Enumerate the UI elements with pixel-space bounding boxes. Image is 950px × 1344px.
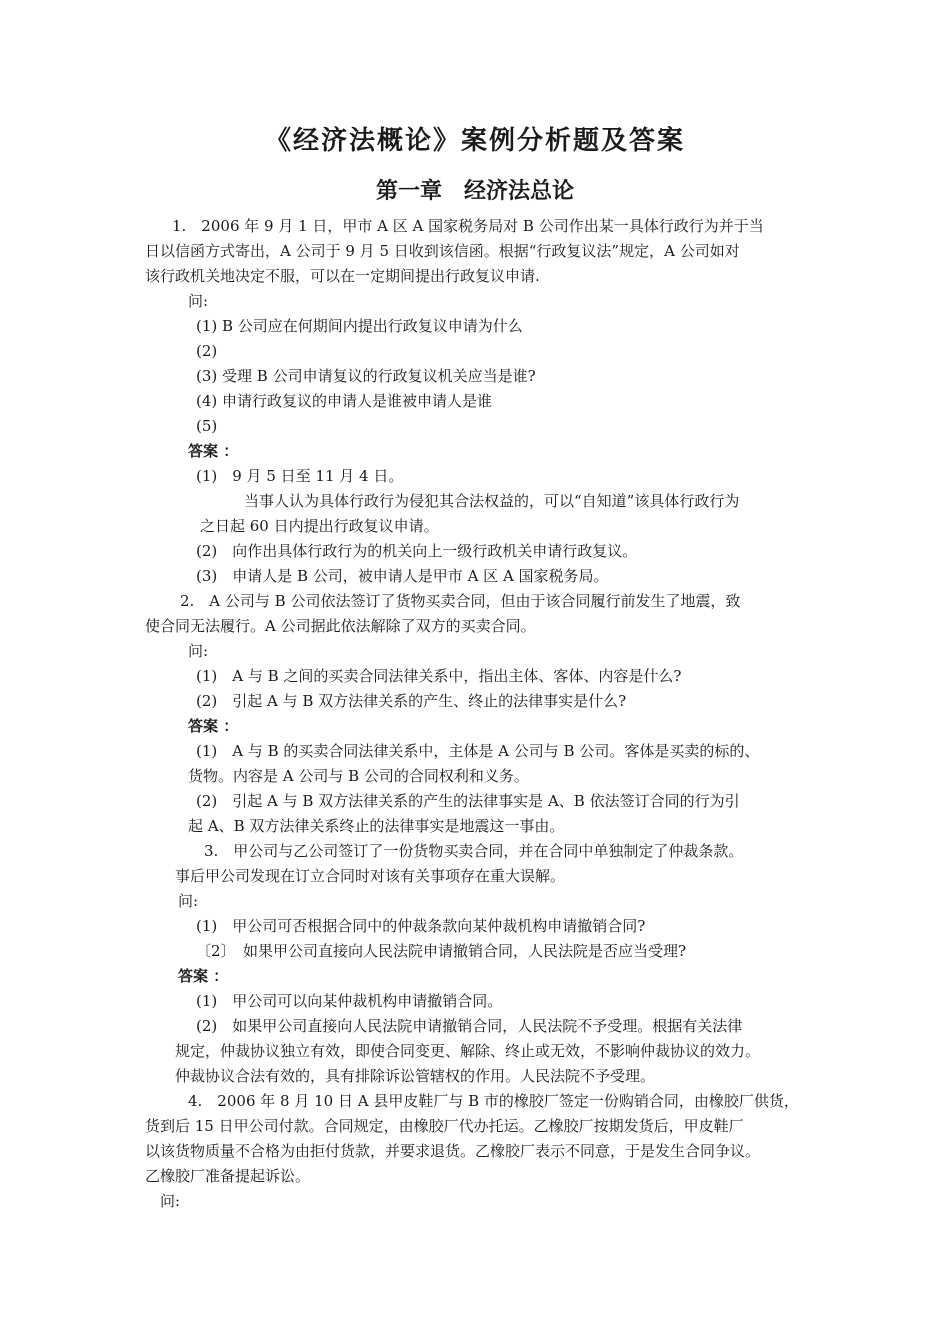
case3-answer-line: 规定，仲裁协议独立有效，即使合同变更、解除、终止或无效，不影响仲裁协议的效力。 [175, 1042, 761, 1060]
case2-answer-line: 货物。内容是 A 公司与 B 公司的合同权利和义务。 [188, 767, 529, 785]
document-title: 《经济法概论》案例分析题及答案 [264, 126, 685, 156]
case1-answer-line: 之日起 60 日内提出行政复议申请。 [200, 517, 439, 535]
case3-stem-line: 事后甲公司发现在订立合同时对该有关事项存在重大误解。 [175, 867, 566, 885]
case2-answer-label: 答案 ： [188, 717, 239, 735]
case3-answer-line: (2) 如果甲公司直接向人民法院申请撤销合同，人民法院不予受理。根据有关法律 [196, 1017, 743, 1035]
case3-question: (1) 甲公司可否根据合同中的仲裁条款向某仲裁机构申请撤销合同? [196, 917, 646, 935]
case4-ask-label: 问: [160, 1192, 181, 1210]
case3-question: 〔2〕 如果甲公司直接向人民法院申请撤销合同，人民法院是否应当受理? [196, 942, 687, 960]
case1-question: (5) [196, 417, 218, 435]
case1-stem-line: 该行政机关地决定不服，可以在一定期间提出行政复议申请. [145, 267, 540, 285]
case1-question: (2) [196, 342, 218, 360]
case1-answer-line: 当事人认为具体行政行为侵犯其合法权益的，可以“自知道”该具体行政行为 [244, 492, 740, 510]
case2-stem-line: 使合同无法履行。A 公司据此依法解除了双方的买卖合同。 [145, 617, 536, 635]
chapter-heading: 第一章 经济法总论 [375, 178, 574, 204]
case4-stem-line: 以该货物质量不合格为由拒付货款，并要求退货。乙橡胶厂表示不同意，于是发生合同争议。 [145, 1142, 761, 1160]
case2-ask-label: 问: [188, 642, 209, 660]
case1-answer-line: (2) 向作出具体行政行为的机关向上一级行政机关申请行政复议。 [196, 542, 638, 560]
case3-answer-line: (1) 甲公司可以向某仲裁机构申请撤销合同。 [196, 992, 503, 1010]
case3-answer-line: 仲裁协议合法有效的，具有排除诉讼管辖权的作用。人民法院不予受理。 [175, 1067, 656, 1085]
case2-answer-line: 起 A、B 双方法律关系终止的法律事实是地震这一事由。 [188, 817, 565, 835]
case4-stem-line: 4. 2006 年 8 月 10 日 A 县甲皮鞋厂与 B 市的橡胶厂签定一份购销合同，由橡胶厂供货， [188, 1092, 799, 1110]
case1-question: (1) B 公司应在何期间内提出行政复议申请为什么 [196, 317, 523, 335]
case2-answer-line: (2) 引起 A 与 B 双方法律关系的产生的法律事实是 A、B 依法签订合同的行为引 [196, 792, 740, 810]
case1-answer-line: (3) 申请人是 B 公司，被申请人是甲市 A 区 A 国家税务局。 [196, 567, 609, 585]
case1-question: (3) 受理 B 公司申请复议的行政复议机关应当是谁? [196, 367, 536, 385]
case3-ask-label: 问: [178, 892, 199, 910]
case1-question: (4) 申请行政复议的申请人是谁被申请人是谁 [196, 392, 493, 410]
case1-stem-line: 1. 2006 年 9 月 1 日，甲市 A 区 A 国家税务局对 B 公司作出某一具体行政行为并于当 [172, 217, 764, 235]
case1-ask-label: 问: [188, 292, 209, 310]
case2-question: (1) A 与 B 之间的买卖合同法律关系中，指出主体、客体、内容是什么? [196, 667, 682, 685]
case1-answer-line: (1) 9 月 5 日至 11 月 4 日。 [196, 467, 404, 485]
case2-stem-line: 2. A 公司与 B 公司依法签订了货物买卖合同，但由于该合同履行前发生了地震，致 [180, 592, 741, 610]
case4-stem-line: 货到后 15 日甲公司付款。合同规定，由橡胶厂代办托运。乙橡胶厂按期发货后，甲皮鞋厂 [145, 1117, 744, 1135]
case4-stem-line: 乙橡胶厂准备提起诉讼。 [145, 1167, 311, 1185]
case3-stem-line: 3. 甲公司与乙公司签订了一份货物买卖合同，并在合同中单独制定了仲裁条款。 [204, 842, 744, 860]
case1-stem-line: 日以信函方式寄出，A 公司于 9 月 5 日收到该信函。根据“行政复议法”规定，A 公司如对 [145, 242, 740, 260]
case2-question: (2) 引起 A 与 B 双方法律关系的产生、终止的法律事实是什么? [196, 692, 627, 710]
case2-answer-line: (1) A 与 B 的买卖合同法律关系中，主体是 A 公司与 B 公司。客体是买卖的标的、 [196, 742, 760, 760]
case3-answer-label: 答案 ： [178, 967, 229, 985]
case1-answer-label: 答案 ： [188, 442, 239, 460]
